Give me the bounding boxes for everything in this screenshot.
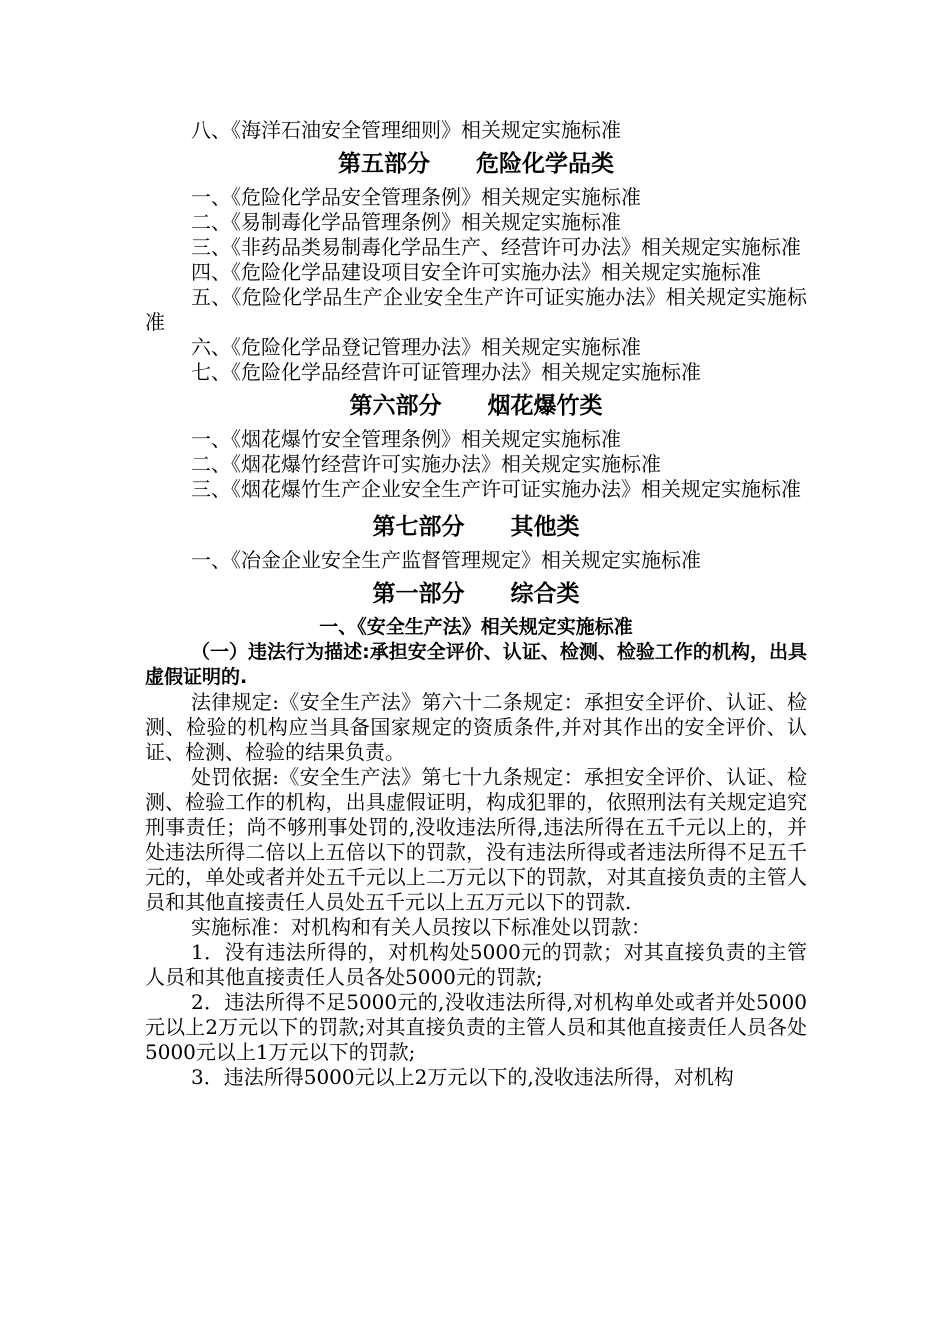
- legal-provision: 法律规定:《安全生产法》第六十二条规定：承担安全评价、认证、检测、检验的机构应当具备国家规定的资质条件,并对其作出的安全评价、认证、检测、检验的结果负责。: [145, 690, 807, 764]
- list-item: 一、《冶金企业安全生产监督管理规定》相关规定实施标准: [191, 548, 701, 572]
- section-heading-part1: 第一部分 综合类: [372, 581, 580, 607]
- standard-item: 1．没有违法所得的，对机构处5000元的罚款；对其直接负责的主管人员和其他直接责任人员各处5000元的罚款;: [145, 940, 807, 989]
- subsection-heading: 一、《安全生产法》相关规定实施标准: [319, 616, 633, 638]
- section-heading-part7: 第七部分 其他类: [372, 514, 580, 540]
- standard-item: 2．违法所得不足5000元的,没收违法所得,对机构单处或者并处5000元以上2万元以下的罚款;对其直接负责的主管人员和其他直接责任人员各处5000元以上1万元以下的罚款;: [145, 990, 807, 1064]
- violation-description: （一）违法行为描述:承担安全评价、认证、检测、检验工作的机构，出具虚假证明的.: [145, 641, 807, 688]
- list-item: 七、《危险化学品经营许可证管理办法》相关规定实施标准: [191, 360, 701, 384]
- standard-intro: 实施标准：对机构和有关人员按以下标准处以罚款：: [191, 915, 651, 939]
- list-item: 六、《危险化学品登记管理办法》相关规定实施标准: [191, 335, 641, 359]
- standard-item: 3．违法所得5000元以上2万元以下的,没收违法所得，对机构: [191, 1065, 734, 1089]
- list-item: 八、《海洋石油安全管理细则》相关规定实施标准: [191, 118, 621, 142]
- list-item: 三、《烟花爆竹生产企业安全生产许可证实施办法》相关规定实施标准: [191, 477, 801, 501]
- penalty-basis: 处罚依据:《安全生产法》第七十九条规定：承担安全评价、认证、检测、检验工作的机构，出具虚假证明，构成犯罪的，依照刑法有关规定追究刑事责任；尚不够刑事处罚的,没收违法所得,违法所得在五千元以上的，并处违法所得二倍以上五倍以下的罚款，没有违法所得或者违法所得不足五千元的，单处或者并处五千元以上二万元以下的罚款，对其直接负责的主管人员和其他直接责任人员处五千元以上五万元以下的罚款.: [145, 765, 807, 914]
- list-item: 二、《易制毒化学品管理条例》相关规定实施标准: [191, 210, 621, 234]
- list-item: 三、《非药品类易制毒化学品生产、经营许可办法》相关规定实施标准: [191, 235, 801, 259]
- document-page: [145, 118, 807, 1090]
- section-heading-part6: 第六部分 烟花爆竹类: [349, 393, 603, 419]
- list-item: 一、《烟花爆竹安全管理条例》相关规定实施标准: [191, 427, 621, 451]
- list-item: 五、《危险化学品生产企业安全生产许可证实施办法》相关规定实施标准: [145, 285, 807, 334]
- list-item: 四、《危险化学品建设项目安全许可实施办法》相关规定实施标准: [191, 260, 761, 284]
- list-item: 二、《烟花爆竹经营许可实施办法》相关规定实施标准: [191, 452, 661, 476]
- section-heading-part5: 第五部分 危险化学品类: [338, 151, 614, 177]
- list-item: 一、《危险化学品安全管理条例》相关规定实施标准: [191, 185, 641, 209]
